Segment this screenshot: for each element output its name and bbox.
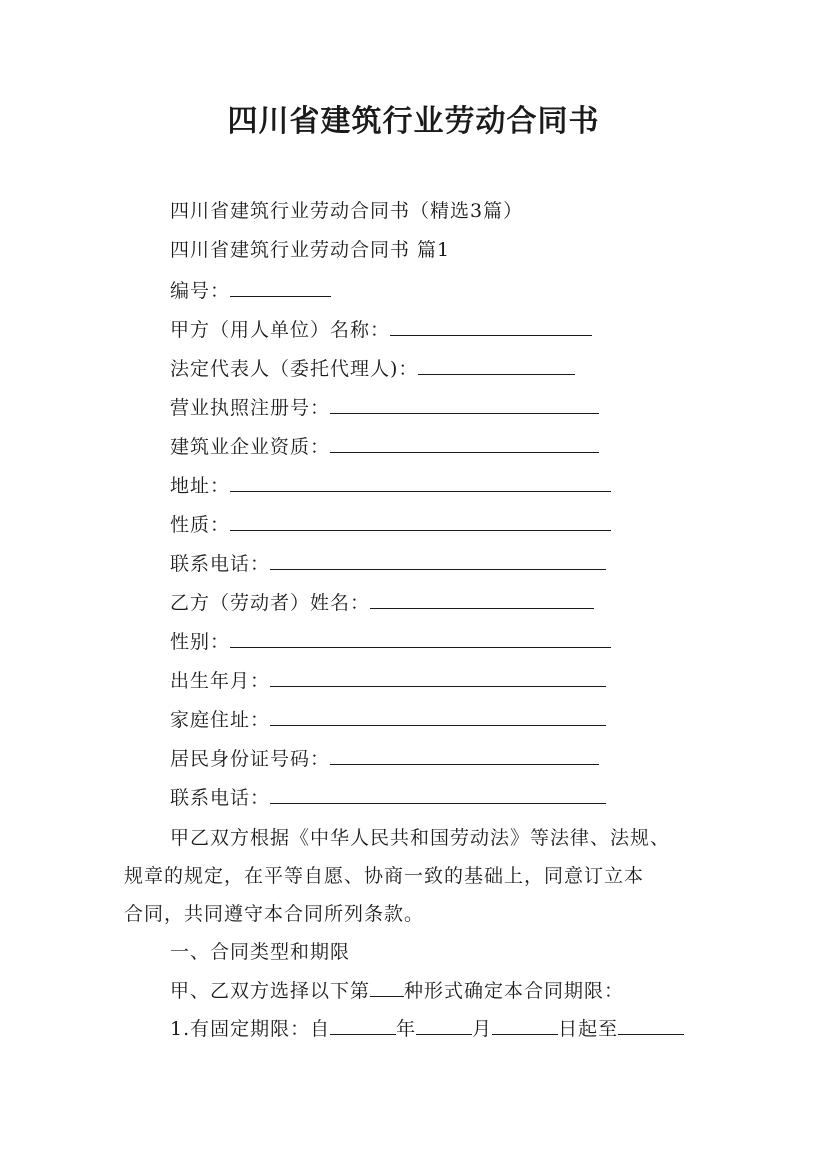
form-field-row [170, 317, 592, 342]
form-field-label: 居民身份证号码： [170, 748, 331, 770]
fixed-term-line [170, 1016, 684, 1041]
term-choice-blank[interactable] [370, 978, 404, 997]
form-field-label: 性质： [170, 514, 231, 536]
form-field-label: 出生年月： [170, 670, 271, 692]
form-field-label: 地址： [170, 475, 231, 497]
form-field-row [170, 356, 575, 381]
form-field-label: 乙方（劳动者）姓名： [170, 592, 371, 614]
start-day-blank[interactable] [492, 1016, 558, 1035]
paragraph-line-3: 合同，共同遵守本合同所列条款。 [124, 903, 425, 925]
form-field-row [170, 785, 606, 810]
form-field-row [170, 434, 599, 459]
paragraph-line-1: 甲乙双方根据《中华人民共和国劳动法》等法律、法规、 [170, 827, 671, 849]
form-field-row [170, 278, 331, 303]
form-field-label: 联系电话： [170, 787, 271, 809]
fixed-term-prefix: 1.有固定期限：自 [170, 1018, 331, 1040]
form-field-blank[interactable] [230, 629, 611, 648]
form-field-row [170, 629, 611, 654]
form-field-blank[interactable] [390, 317, 592, 336]
term-choice-suffix: 种形式确定本合同期限： [404, 980, 625, 1002]
form-field-row [170, 746, 599, 771]
form-field-row [170, 590, 594, 615]
form-field-label: 营业执照注册号： [170, 397, 331, 419]
term-choice-line [170, 978, 624, 1003]
form-field-blank[interactable] [230, 473, 611, 492]
term-choice-prefix: 甲、乙双方选择以下第 [170, 980, 371, 1002]
form-field-row [170, 551, 606, 576]
form-field-row [170, 473, 611, 498]
part-title: 四川省建筑行业劳动合同书 篇1 [170, 239, 451, 261]
form-field-blank[interactable] [330, 434, 599, 453]
form-field-row [170, 395, 599, 420]
form-field-blank[interactable] [370, 590, 594, 609]
form-field-blank[interactable] [270, 668, 606, 687]
day-to-label: 日起至 [558, 1018, 619, 1040]
form-field-blank[interactable] [270, 551, 606, 570]
form-field-label: 性别： [170, 631, 231, 653]
form-field-label: 建筑业企业资质： [170, 436, 331, 458]
form-field-blank[interactable] [330, 395, 599, 414]
month-label: 月 [472, 1018, 493, 1040]
section-heading-1: 一、合同类型和期限 [170, 941, 351, 963]
start-month-blank[interactable] [416, 1016, 472, 1035]
form-field-label: 编号： [170, 280, 231, 302]
form-field-row [170, 668, 606, 693]
document-subtitle: 四川省建筑行业劳动合同书（精选3篇） [170, 200, 524, 222]
form-field-row [170, 707, 606, 732]
form-field-blank[interactable] [230, 512, 611, 531]
form-field-label: 联系电话： [170, 553, 271, 575]
form-field-blank[interactable] [418, 356, 575, 375]
form-field-blank[interactable] [270, 707, 606, 726]
year-label: 年 [396, 1018, 417, 1040]
form-field-blank[interactable] [270, 785, 606, 804]
form-field-blank[interactable] [230, 278, 331, 297]
end-year-blank[interactable] [618, 1016, 684, 1035]
form-field-blank[interactable] [330, 746, 599, 765]
form-field-label: 甲方（用人单位）名称： [170, 319, 391, 341]
form-field-label: 家庭住址： [170, 709, 271, 731]
document-title: 四川省建筑行业劳动合同书 [227, 104, 600, 139]
form-field-label: 法定代表人（委托代理人)： [170, 358, 419, 380]
paragraph-line-2: 规章的规定，在平等自愿、协商一致的基础上，同意订立本 [124, 865, 645, 887]
start-year-blank[interactable] [330, 1016, 396, 1035]
form-field-row [170, 512, 611, 537]
